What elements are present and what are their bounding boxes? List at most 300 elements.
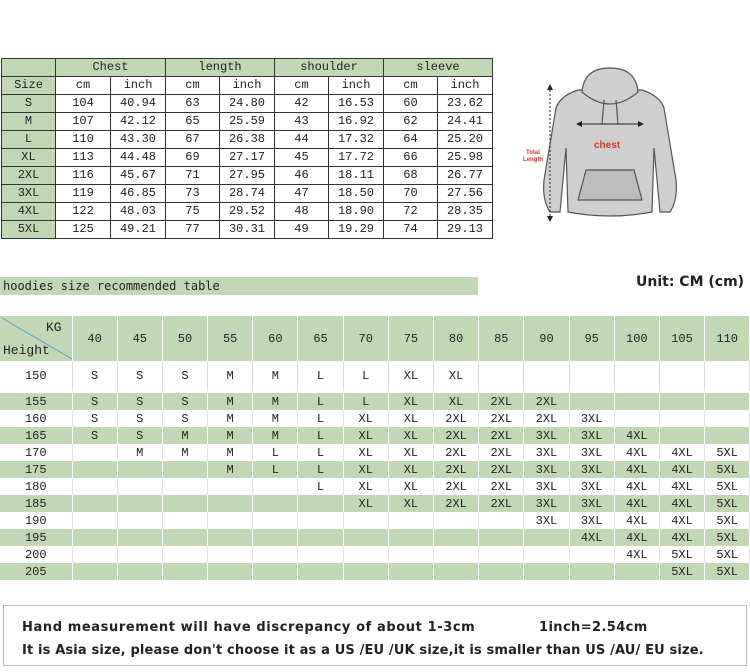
recommend-cell (162, 563, 207, 580)
size-value: 17.32 (329, 131, 384, 149)
height-value: 160 (0, 410, 72, 427)
recommend-cell: 5XL (705, 495, 750, 512)
size-chart-corner (2, 59, 56, 77)
recommend-cell: 5XL (659, 546, 704, 563)
recommend-cell: S (72, 392, 117, 410)
size-value: 67 (166, 131, 220, 149)
weight-header: 95 (569, 316, 614, 361)
recommend-cell (72, 444, 117, 461)
group-sleeve: sleeve (384, 59, 493, 77)
size-value: 25.20 (438, 131, 493, 149)
size-row (2, 149, 493, 167)
height-value: 175 (0, 461, 72, 478)
size-label: 5XL (2, 221, 56, 239)
recommend-cell (705, 361, 750, 392)
recommend-cell: 5XL (705, 478, 750, 495)
size-value: 65 (166, 113, 220, 131)
recommend-cell (253, 529, 298, 546)
recommend-cell (705, 392, 750, 410)
recommend-cell (253, 478, 298, 495)
recommend-cell: 2XL (479, 392, 524, 410)
recommend-cell (343, 529, 388, 546)
recommend-table (0, 316, 750, 580)
recommend-row (0, 427, 750, 444)
height-value: 180 (0, 478, 72, 495)
kg-label: KG (46, 320, 62, 335)
recommend-cell: 4XL (659, 461, 704, 478)
recommend-cell: L (298, 427, 343, 444)
recommend-cell: 4XL (614, 512, 659, 529)
recommend-cell (208, 563, 253, 580)
recommend-cell (434, 546, 479, 563)
weight-header: 40 (72, 316, 117, 361)
size-label: M (2, 113, 56, 131)
recommend-cell: 4XL (614, 444, 659, 461)
size-value: 17.72 (329, 149, 384, 167)
weight-header: 85 (479, 316, 524, 361)
recommend-cell: L (343, 361, 388, 392)
recommend-cell: XL (343, 478, 388, 495)
recommend-cell: 4XL (614, 478, 659, 495)
size-value: 44.48 (111, 149, 166, 167)
weight-header: 105 (659, 316, 704, 361)
note-conversion: 1inch=2.54cm (539, 620, 648, 635)
recommend-cell (117, 461, 162, 478)
recommend-cell: L (343, 392, 388, 410)
recommend-cell: S (162, 410, 207, 427)
total-label-2: Length (523, 157, 543, 163)
recommend-cell: M (208, 361, 253, 392)
recommend-cell (614, 361, 659, 392)
recommend-cell (208, 495, 253, 512)
recommend-cell (162, 495, 207, 512)
recommend-cell: 2XL (479, 410, 524, 427)
size-value: 119 (56, 185, 111, 203)
recommend-cell: 2XL (479, 495, 524, 512)
hoodie-hood (582, 68, 638, 104)
weight-header: 50 (162, 316, 207, 361)
size-value: 71 (166, 167, 220, 185)
recommend-cell: 4XL (659, 529, 704, 546)
recommend-cell (208, 512, 253, 529)
recommend-cell: 3XL (524, 478, 569, 495)
weight-header: 100 (614, 316, 659, 361)
recommend-cell (117, 529, 162, 546)
group-shoulder: shoulder (275, 59, 384, 77)
size-row (2, 131, 493, 149)
recommend-cell: L (298, 461, 343, 478)
recommend-cell (388, 529, 433, 546)
notes-box (3, 605, 747, 666)
recommend-cell: 3XL (524, 461, 569, 478)
recommend-body (0, 361, 750, 580)
recommend-cell: XL (388, 410, 433, 427)
recommend-cell: S (72, 427, 117, 444)
recommend-cell (434, 563, 479, 580)
recommend-cell (72, 478, 117, 495)
size-label: S (2, 95, 56, 113)
recommend-cell (298, 546, 343, 563)
recommend-cell (524, 546, 569, 563)
hoodie-pocket (578, 170, 642, 200)
weight-header: 90 (524, 316, 569, 361)
size-value: 122 (56, 203, 111, 221)
recommend-cell: 3XL (569, 512, 614, 529)
size-value: 63 (166, 95, 220, 113)
recommend-cell: L (298, 478, 343, 495)
size-value: 18.90 (329, 203, 384, 221)
recommend-cell: 3XL (524, 444, 569, 461)
recommend-cell (659, 392, 704, 410)
recommend-cell: L (298, 361, 343, 392)
size-value: 116 (56, 167, 111, 185)
recommend-cell: M (253, 392, 298, 410)
recommend-cell (524, 361, 569, 392)
size-value: 77 (166, 221, 220, 239)
recommend-row (0, 529, 750, 546)
recommend-cell (343, 512, 388, 529)
recommend-cell: S (117, 392, 162, 410)
size-value: 47 (275, 185, 329, 203)
weight-header: 110 (705, 316, 750, 361)
recommend-cell (162, 529, 207, 546)
size-value: 27.17 (220, 149, 275, 167)
recommend-cell (253, 512, 298, 529)
unit-inch: inch (111, 77, 166, 95)
recommend-cell: 3XL (569, 495, 614, 512)
recommend-cell: M (208, 427, 253, 444)
recommend-cell: 4XL (614, 529, 659, 546)
size-value: 45 (275, 149, 329, 167)
recommend-cell (72, 495, 117, 512)
recommend-cell: 2XL (434, 444, 479, 461)
size-value: 46.85 (111, 185, 166, 203)
recommend-cell: 3XL (569, 410, 614, 427)
recommend-cell (117, 563, 162, 580)
recommend-cell (705, 410, 750, 427)
recommend-cell: L (298, 410, 343, 427)
size-value: 42.12 (111, 113, 166, 131)
height-value: 165 (0, 427, 72, 444)
recommend-cell: XL (388, 444, 433, 461)
recommend-cell: M (117, 444, 162, 461)
recommend-cell: 4XL (569, 529, 614, 546)
recommend-cell (72, 546, 117, 563)
size-value: 24.41 (438, 113, 493, 131)
recommend-cell (253, 495, 298, 512)
size-chart-table (1, 58, 493, 239)
height-value: 190 (0, 512, 72, 529)
recommend-cell: 2XL (524, 392, 569, 410)
recommend-row (0, 444, 750, 461)
recommend-cell (298, 512, 343, 529)
unit-inch: inch (438, 77, 493, 95)
recommend-cell (479, 361, 524, 392)
recommend-cell: 2XL (479, 461, 524, 478)
size-row (2, 203, 493, 221)
recommend-cell: 5XL (705, 461, 750, 478)
size-value: 40.94 (111, 95, 166, 113)
recommend-cell: M (208, 410, 253, 427)
recommend-cell (298, 495, 343, 512)
recommend-cell (72, 563, 117, 580)
recommend-cell: M (253, 361, 298, 392)
size-row (2, 221, 493, 239)
recommend-cell: 2XL (479, 478, 524, 495)
size-value: 16.53 (329, 95, 384, 113)
size-value: 30.31 (220, 221, 275, 239)
size-value: 46 (275, 167, 329, 185)
size-value: 62 (384, 113, 438, 131)
recommend-cell: L (298, 444, 343, 461)
recommend-cell (117, 546, 162, 563)
recommend-cell: XL (343, 461, 388, 478)
recommend-cell: 4XL (659, 512, 704, 529)
recommend-cell (117, 512, 162, 529)
recommend-cell (524, 529, 569, 546)
recommend-cell (343, 563, 388, 580)
size-value: 72 (384, 203, 438, 221)
recommend-cell: M (162, 427, 207, 444)
unit-cm: cm (275, 77, 329, 95)
recommend-cell (569, 392, 614, 410)
note-discrepancy: Hand measurement will have discrepancy of about 1-3cm (22, 620, 476, 635)
size-label: L (2, 131, 56, 149)
recommend-cell (614, 410, 659, 427)
recommend-cell: S (72, 410, 117, 427)
recommend-cell: L (253, 461, 298, 478)
note-asia-size: It is Asia size, please don't choose it as a US /EU /UK size,it is smaller than US /AU/ EU size. (22, 643, 704, 658)
size-value: 60 (384, 95, 438, 113)
recommend-cell (253, 546, 298, 563)
size-value: 24.80 (220, 95, 275, 113)
size-value: 16.92 (329, 113, 384, 131)
weight-header: 75 (388, 316, 433, 361)
recommend-cell: XL (343, 410, 388, 427)
size-value: 26.38 (220, 131, 275, 149)
size-value: 104 (56, 95, 111, 113)
size-value: 69 (166, 149, 220, 167)
recommend-cell: 5XL (705, 444, 750, 461)
recommend-cell: XL (434, 392, 479, 410)
size-value: 25.98 (438, 149, 493, 167)
size-value: 113 (56, 149, 111, 167)
kg-height-corner (0, 316, 72, 361)
recommend-cell: 3XL (524, 495, 569, 512)
weight-header: 80 (434, 316, 479, 361)
size-value: 26.77 (438, 167, 493, 185)
weight-header: 60 (253, 316, 298, 361)
height-value: 200 (0, 546, 72, 563)
recommend-cell (524, 563, 569, 580)
recommend-cell: 2XL (434, 410, 479, 427)
size-value: 18.11 (329, 167, 384, 185)
recommend-cell: S (72, 361, 117, 392)
recommend-cell: XL (343, 444, 388, 461)
size-value: 64 (384, 131, 438, 149)
size-value: 27.56 (438, 185, 493, 203)
size-label: 2XL (2, 167, 56, 185)
recommend-row (0, 361, 750, 392)
weight-header: 55 (208, 316, 253, 361)
recommend-cell (705, 427, 750, 444)
size-value: 48.03 (111, 203, 166, 221)
weight-header: 70 (343, 316, 388, 361)
recommend-cell: M (208, 461, 253, 478)
size-chart-group-row (2, 59, 493, 77)
size-value: 42 (275, 95, 329, 113)
recommend-cell: 2XL (524, 410, 569, 427)
recommend-cell: 4XL (659, 478, 704, 495)
chest-label: chest (594, 140, 621, 151)
size-chart-body (2, 95, 493, 239)
height-value: 170 (0, 444, 72, 461)
size-value: 44 (275, 131, 329, 149)
unit-cm: cm (56, 77, 111, 95)
recommend-cell: M (208, 444, 253, 461)
unit-inch: inch (329, 77, 384, 95)
recommend-cell (569, 361, 614, 392)
recommend-row (0, 461, 750, 478)
size-row (2, 167, 493, 185)
recommend-cell: XL (343, 427, 388, 444)
recommend-header-row (0, 316, 750, 361)
recommend-cell: XL (388, 427, 433, 444)
recommend-cell: 3XL (569, 461, 614, 478)
recommend-cell: L (253, 444, 298, 461)
recommend-cell: S (117, 361, 162, 392)
recommend-cell: 2XL (434, 427, 479, 444)
unit-label: Unit: CM (cm) (636, 274, 745, 290)
size-value: 49.21 (111, 221, 166, 239)
recommend-cell (72, 512, 117, 529)
size-value: 66 (384, 149, 438, 167)
group-length: length (166, 59, 275, 77)
size-value: 125 (56, 221, 111, 239)
recommend-cell: S (162, 361, 207, 392)
recommend-row (0, 392, 750, 410)
recommend-cell (479, 512, 524, 529)
height-value: 195 (0, 529, 72, 546)
size-value: 29.52 (220, 203, 275, 221)
recommend-cell: 5XL (705, 546, 750, 563)
size-value: 70 (384, 185, 438, 203)
height-value: 150 (0, 361, 72, 392)
recommend-cell: 2XL (434, 461, 479, 478)
recommend-cell: 3XL (569, 444, 614, 461)
size-chart-unit-row (2, 77, 493, 95)
size-value: 43.30 (111, 131, 166, 149)
height-value: 155 (0, 392, 72, 410)
recommend-row (0, 546, 750, 563)
recommend-row (0, 563, 750, 580)
recommend-cell (388, 563, 433, 580)
height-label: Height (3, 343, 50, 358)
recommend-cell: 3XL (524, 512, 569, 529)
size-value: 74 (384, 221, 438, 239)
size-value: 110 (56, 131, 111, 149)
recommend-cell: 4XL (659, 495, 704, 512)
recommend-cell: 4XL (614, 427, 659, 444)
recommend-cell (253, 563, 298, 580)
unit-cm: cm (384, 77, 438, 95)
group-chest: Chest (56, 59, 166, 77)
recommend-cell: S (117, 427, 162, 444)
recommend-row (0, 512, 750, 529)
recommend-cell (208, 529, 253, 546)
recommend-cell: 3XL (569, 427, 614, 444)
recommend-cell (162, 461, 207, 478)
unit-cm: cm (166, 77, 220, 95)
recommend-cell: XL (388, 361, 433, 392)
recommend-cell: 4XL (659, 444, 704, 461)
recommend-cell: M (162, 444, 207, 461)
recommend-cell (72, 461, 117, 478)
weight-header: 65 (298, 316, 343, 361)
recommend-cell (72, 529, 117, 546)
size-value: 49 (275, 221, 329, 239)
recommend-cell: 4XL (614, 546, 659, 563)
size-row (2, 185, 493, 203)
recommend-cell (479, 546, 524, 563)
recommend-cell: L (298, 392, 343, 410)
size-value: 48 (275, 203, 329, 221)
recommend-cell: 3XL (524, 427, 569, 444)
recommend-cell: 3XL (569, 478, 614, 495)
size-label: XL (2, 149, 56, 167)
recommend-cell (208, 478, 253, 495)
recommend-cell: 2XL (434, 495, 479, 512)
size-label: 4XL (2, 203, 56, 221)
recommend-cell: XL (388, 461, 433, 478)
recommend-cell (117, 478, 162, 495)
recommend-cell: M (253, 427, 298, 444)
recommend-cell: S (117, 410, 162, 427)
recommend-row (0, 495, 750, 512)
unit-inch: inch (220, 77, 275, 95)
recommend-cell (117, 495, 162, 512)
size-value: 18.50 (329, 185, 384, 203)
height-value: 205 (0, 563, 72, 580)
size-value: 19.29 (329, 221, 384, 239)
recommend-cell (569, 563, 614, 580)
recommend-cell: 5XL (659, 563, 704, 580)
size-value: 45.67 (111, 167, 166, 185)
recommend-cell (298, 563, 343, 580)
recommend-cell: 2XL (479, 444, 524, 461)
size-header: Size (2, 77, 56, 95)
recommend-cell: XL (434, 361, 479, 392)
recommend-cell (434, 529, 479, 546)
recommend-cell (479, 529, 524, 546)
recommend-row (0, 478, 750, 495)
total-label-1: Total (526, 150, 540, 156)
size-value: 28.35 (438, 203, 493, 221)
size-value: 25.59 (220, 113, 275, 131)
recommend-cell: XL (388, 392, 433, 410)
size-value: 73 (166, 185, 220, 203)
recommend-cell (343, 546, 388, 563)
recommend-cell (434, 512, 479, 529)
size-value: 23.62 (438, 95, 493, 113)
recommend-cell: 2XL (434, 478, 479, 495)
recommend-cell: XL (388, 495, 433, 512)
recommend-cell (298, 529, 343, 546)
recommend-cell (614, 563, 659, 580)
recommend-cell: M (208, 392, 253, 410)
recommend-cell: XL (343, 495, 388, 512)
size-value: 68 (384, 167, 438, 185)
